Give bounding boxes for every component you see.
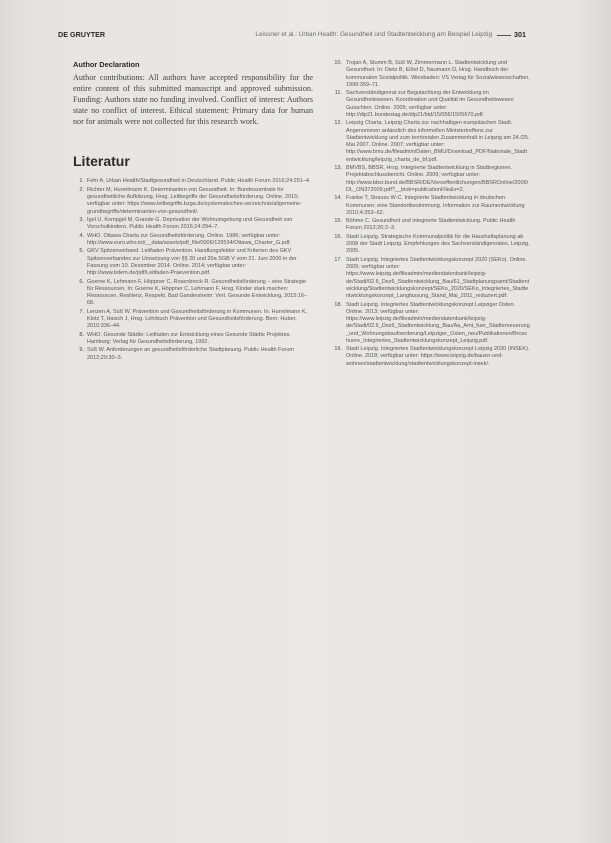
reference-item [330, 218, 530, 233]
author-declaration-text: Author contributions: All authors have accepted responsibility for the entire content of this submitted manuscript and approved submission. Funding: Authors state no funding involved. Conflict of interest: Authors state no conflict of interest. Ethical statement: Primary data for human nor for animals were not collected for this research work. [73, 73, 313, 127]
reference-text: Richter M, Hurrelmann K. Determinanten von Gesundheit. In: Bundeszentrale für gesundheitliche Aufklärung, Hrsg. Leitbegriffe der Gesundheitsförderung. Online. 2015; verfügbar unter: https://www.leitbegriffe.bzga.de/systematisches-verzeichnis/allgemeine-grundbegriffe/determinanten-von-gesundheit/. [87, 186, 302, 215]
reference-item [330, 257, 530, 301]
reference-item [73, 279, 313, 308]
reference-text: Leipzig Charta. Leipzig Charta zur nachhaltigen europäischen Stadt. Angenommen anlässlich des informellen Ministertreffens zur Stadtentwicklung und zum territorialen Zusammenhalt in Leipzig am 24./25. Mai 2007. Online. 2007; verfügbar unter: http://www.bmu.de/fileadmin/Daten_BMU/Download_PDF/Nationale_Stadtentwicklung/leipzig_charta_de_bf.pdf. [346, 120, 530, 163]
reference-item [73, 332, 313, 347]
reference-number: 4. [79, 232, 84, 239]
reference-text: Fehr A, Urban Health/Stadtgesundheit in Deutschland. Public Health Forum 2016;24:251–4. [87, 178, 311, 185]
reference-number: 14. [334, 195, 342, 202]
reference-item [73, 248, 313, 277]
reference-text: Stadt Leipzig. Integriertes Stadtentwicklungskonzept Leipziger Osten. Online. 2013; verfügbar unter: https://www.leipzig.de/fileadmin/mediendatenbank/leipzig-de/Stadt/02.6_Dez6_Stadtentwicklung_Bau/Aa_Amt_fuer_Stadterneuerung_und_Wohnungsbaufoerderung/Leipziger_Osten_neu/Publikationen/Broschuere_Integriertes_Stadtentwicklungskonzept_Leipzig.pdf. [346, 301, 530, 344]
reference-item [73, 217, 313, 232]
reference-text: Goerne K, Lehmann F, Höppner C, Rosenbrock R. Gesundheitsförderung – eine Strategie für Ressourcen. In: Goerne K, Höppner C, Lehmann F, Hrsg. Kinder stark machen: Ressourcen, Resilienz, Respekt. Bad Gandersheim: Verl. Gesunde Entwicklung, 2015:16–68. [87, 278, 308, 307]
reference-text: Trojan A, Stumm B, Süß W, Zimmermann L. Stadtentwicklung und Gesundheit. In: Dietz B, Eißel D, Naumann D, Hrsg. Handbuch der kommunalen Sozialpolitik. Wiesbaden: VS Verlag für Sozialwissenschaften, 1999:359–71. [346, 60, 530, 88]
reference-number: 18. [334, 301, 342, 308]
reference-text: BMVBS, BBSR, Hrsg. Integrierte Stadtentwicklung in Stadtregionen. Projektabschlussbericht. Online. 2009; verfügbar unter: http://www.bbsr.bund.de/BBSR/DE/Veroeffentlichungen/BBSROnline/2009/DL_ON372009.pdf?__blob=publicationFile&v=2. [346, 165, 529, 193]
reference-number: 5. [79, 248, 84, 255]
reference-number: 15. [334, 218, 342, 225]
reference-text: Franke T, Strauss W-C. Integrierte Stadtentwicklung in deutschen Kommunen: eine Standortbestimmung. Information zur Raumentwicklung 2010;4:253–62. [346, 195, 525, 216]
reference-item [330, 234, 530, 256]
reference-list-left [73, 178, 313, 362]
reference-number: 11. [334, 90, 342, 97]
literature-heading: Literatur [73, 153, 130, 170]
reference-number: 13. [334, 165, 342, 172]
reference-text: Sachverständigenrat zur Begutachtung der Entwicklung im Gesundheitswesen. Koordination und Qualität im Gesundheitswesen Gutachten. Online. 2005; verfügbar unter: http://dip21.bundestag.de/dip21/btd/15/056/1505670.pdf. [346, 90, 514, 118]
reference-text: Lenzen A, Süß W. Prävention und Gesundheitsförderung in Kommunen. In: Hurrelmann K, Klotz T, Haisch J, Hrsg. Lehrbuch Prävention und Gesundheitsförderung. Bern: Huber, 2010:336–44. [87, 308, 308, 330]
reference-text: GKV Spitzenverband. Leitfaden Prävention. Handlungsfelder und Kriterien des GKV Spitzenverbandes zur Umsetzung von §§ 20 und 20a SGB V vom 21. Juni 2000 in der Fassung vom 10. Dezember 2014. Online. 2014; verfügbar unter: http://www.bdem.de/pdf/Leitfaden-Praevention.pdf. [87, 248, 297, 277]
reference-item [73, 187, 313, 216]
header-rule [497, 35, 511, 36]
reference-text: Stadt Leipzig. Integriertes Stadtentwicklungskonzept Leipzig 2030 (INSEK). Online. 2018; verfügbar unter: https://www.leipzig.de/bauen-und-wohnen/stadtentwicklung/stadtentwicklungskonzept-insek/. [346, 346, 530, 367]
reference-text: Stadt Leipzig. Integriertes Stadtentwicklungskonzept 2020 (SEKo). Online. 2009; verfügbar unter: https://www.leipzig.de/fileadmin/mediendatenbank/leipzig-de/Stadt/02.6_Dez6_Stadtentwicklung_Bau/61_Stadtplanungsamt/Stadtentwicklung/Stadtentwicklungskonzept/SEKo_2020/SEKo_Integriertes_Stadtentwicklungskonzept_Langfassung_Stand_Mai_2011_reduziert.pdf. [346, 256, 530, 300]
reference-item [330, 346, 530, 368]
publisher-name: DE GRUYTER [58, 30, 106, 39]
reference-text: Stadt Leipzig. Strategische Kommunalpolitik für die Haushaltsplanung ab 2008 der Stadt Leipzig. Empfehlungen des Sachverständigenrates. Leipzig, 2005. [346, 233, 530, 255]
reference-number: 9. [79, 347, 84, 354]
reference-text: Süß W. Anforderungen an gesundheitsförderliche Stadtplanung. Public Health Forum 2012;20:30–3. [87, 347, 294, 361]
reference-text: Böhme C. Gesundheit und integrierte Stadtentwicklung. Public Health Forum 2012;20:2–3. [346, 218, 516, 232]
reference-item [330, 120, 530, 164]
reference-item [330, 302, 530, 346]
right-column [330, 60, 530, 369]
reference-number: 6. [79, 278, 84, 285]
left-column [73, 60, 313, 363]
reference-item [73, 178, 313, 185]
reference-number: 10. [334, 60, 342, 66]
reference-number: 16. [334, 233, 342, 240]
page-header [58, 28, 526, 42]
reference-number: 19. [334, 346, 342, 353]
reference-number: 8. [79, 331, 84, 338]
reference-item [330, 195, 530, 217]
reference-number: 17. [334, 256, 342, 263]
reference-item [330, 60, 530, 89]
reference-item [73, 347, 313, 362]
author-declaration-heading: Author Declaration [73, 60, 140, 69]
reference-number: 12. [334, 120, 342, 127]
reference-item [73, 309, 313, 331]
reference-number: 2. [79, 186, 84, 193]
reference-text: WHO. Ottawa Charta zur Gesundheitsförderung. Online. 1986; verfügbar unter: http://www.euro.who.int/__data/assets/pdf_file/0006/129534/Ottawa_Charter_G.pdf. [87, 232, 291, 247]
reference-item [73, 233, 313, 248]
reference-text: Igel U, Kompgel M, Grande G. Deprivation der Wohnumgebung und Gesundheit von Vorschulkindern. Public Health Forum 2016;24:294–7. [87, 217, 293, 231]
running-title: Leissner et al.: Urban Health: Gesundheit und Stadtentwicklung am Beispiel Leipzig [255, 31, 492, 38]
reference-number: 7. [79, 308, 84, 315]
reference-number: 3. [79, 217, 84, 224]
reference-number: 1. [79, 178, 84, 185]
reference-item [330, 165, 530, 194]
page-number: 301 [514, 30, 526, 39]
author-declaration-section [73, 60, 313, 127]
reference-list-right [330, 60, 530, 368]
reference-text: WHO. Gesunde Städte: Leitfaden zur Entwicklung eines Gesunde Städte Projektes. Hamburg: Verlag für Gesundheitsförderung, 1992. [87, 331, 291, 346]
reference-item [330, 90, 530, 119]
